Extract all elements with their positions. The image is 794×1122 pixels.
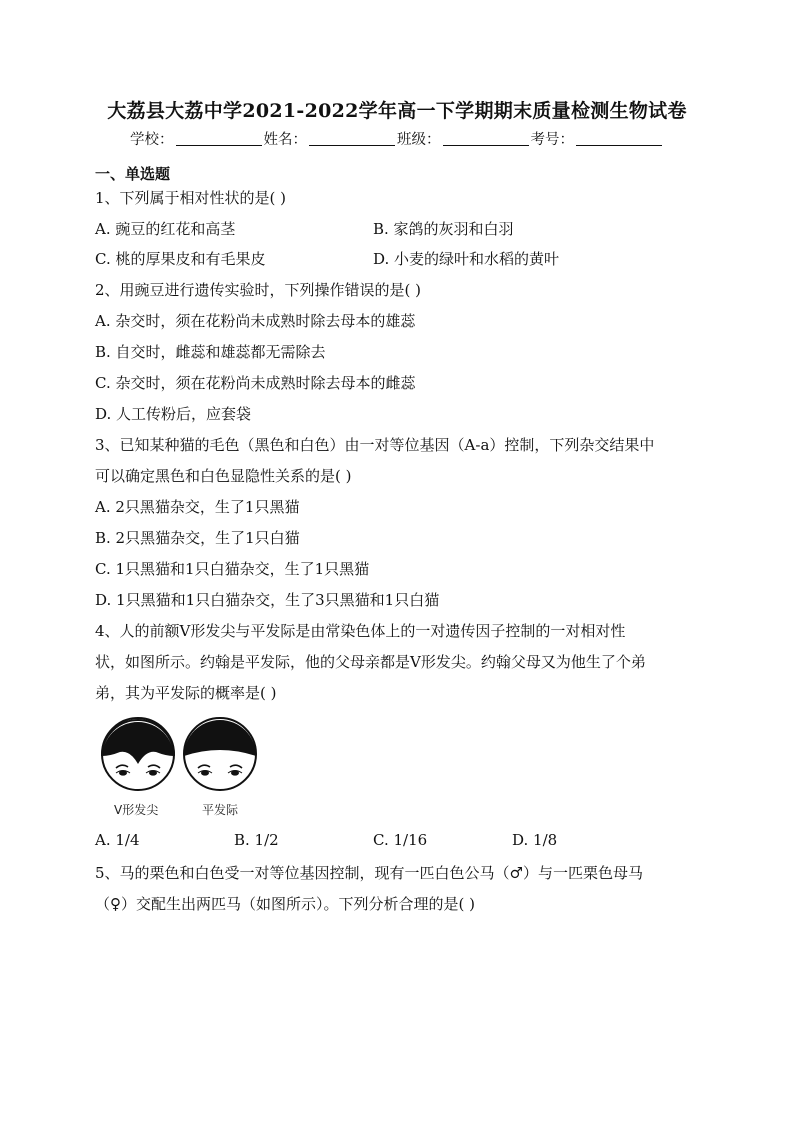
- q3-option-c: C. 1只黑猫和1只白猫杂交，生了1只黑猫: [95, 560, 370, 578]
- q1-option-a: A. 豌豆的红花和高茎: [95, 220, 236, 238]
- name-label: 姓名：: [263, 132, 307, 148]
- q1-option-c: C. 桃的厚果皮和有毛果皮: [95, 250, 266, 268]
- q3-option-b: B. 2只黑猫杂交，生了1只白猫: [95, 529, 300, 547]
- q4-option-a: A. 1/4: [95, 831, 140, 849]
- class-label: 班级：: [397, 132, 441, 148]
- q2-option-b: B. 自交时，雌蕊和雄蕊都无需除去: [95, 343, 326, 361]
- class-blank[interactable]: [443, 131, 529, 146]
- q1-option-d: D. 小麦的绿叶和水稻的黄叶: [373, 250, 560, 268]
- hairline-figure: [96, 712, 296, 822]
- q3-stem-line1: 3、已知某种猫的毛色（黑色和白色）由一对等位基因（A-a）控制，下列杂交结果中: [95, 436, 655, 454]
- straight-hairline-label: 平发际: [202, 803, 239, 817]
- number-blank[interactable]: [576, 131, 662, 146]
- v-hairline-face: [102, 718, 174, 790]
- name-blank[interactable]: [309, 131, 395, 146]
- q2-option-c: C. 杂交时，须在花粉尚未成熟时除去母本的雌蕊: [95, 374, 416, 392]
- q4-stem-line3: 弟，其为平发际的概率是( ): [95, 684, 277, 702]
- q4-stem-line1: 4、人的前额V形发尖与平发际是由常染色体上的一对遗传因子控制的一对相对性: [95, 622, 626, 640]
- v-hairline-label: V形发尖: [114, 803, 159, 817]
- q4-option-b: B. 1/2: [234, 831, 279, 849]
- straight-hairline-face: [184, 718, 256, 790]
- q2-option-d: D. 人工传粉后，应套袋: [95, 405, 252, 423]
- q3-option-a: A. 2只黑猫杂交，生了1只黑猫: [95, 498, 300, 516]
- q4-option-d: D. 1/8: [512, 831, 558, 849]
- school-label: 学校：: [130, 132, 174, 148]
- school-blank[interactable]: [176, 131, 262, 146]
- q4-stem-line2: 状，如图所示。约翰是平发际，他的父母亲都是V形发尖。约翰父母又为他生了个弟: [95, 653, 646, 671]
- exam-title: 大荔县大荔中学2021-2022学年高一下学期期末质量检测生物试卷: [107, 100, 687, 122]
- q2-stem: 2、用豌豆进行遗传实验时，下列操作错误的是( ): [95, 281, 422, 299]
- q5-stem-line1: 5、马的栗色和白色受一对等位基因控制，现有一匹白色公马（♂）与一匹栗色母马: [95, 864, 643, 882]
- q3-stem-line2: 可以确定黑色和白色显隐性关系的是( ): [95, 467, 352, 485]
- q2-option-a: A. 杂交时，须在花粉尚未成熟时除去母本的雄蕊: [95, 312, 416, 330]
- student-info-row: [0, 128, 794, 149]
- q3-option-d: D. 1只黑猫和1只白猫杂交，生了3只黑猫和1只白猫: [95, 591, 440, 609]
- q4-option-c: C. 1/16: [373, 831, 428, 849]
- number-label: 考号：: [530, 132, 574, 148]
- q1-stem: 1、下列属于相对性状的是( ): [95, 189, 287, 207]
- q1-option-b: B. 家鸽的灰羽和白羽: [373, 220, 514, 238]
- section-heading: 一、单选题: [95, 165, 171, 183]
- q5-stem-line2: （♀）交配生出两匹马（如图所示）。下列分析合理的是( ): [95, 895, 475, 913]
